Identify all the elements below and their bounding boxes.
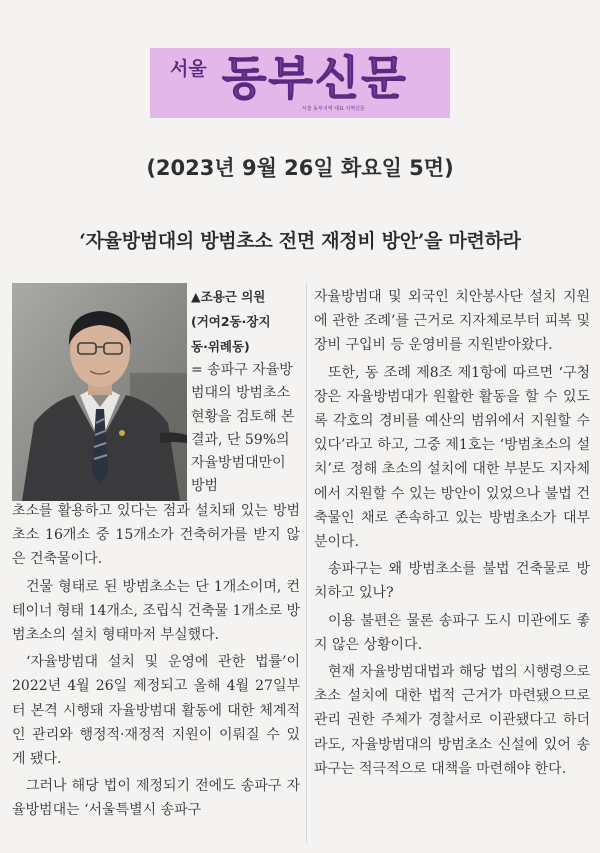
paragraph: 송파구는 왜 방범초소를 불법 건축물로 방치하고 있나?	[314, 561, 590, 602]
paragraph: 현재 자율방범대법과 해당 법의 시행령으로 초소 설치에 대한 법적 근거가 마련됐으므로 관리 권한 주체가 경찰서로 이관됐다고 하더라도, 자율방범대의 방범초소 신설에 있어 송파구는 적극적으로 대책을 마련해야 한다.	[314, 664, 590, 777]
column-divider	[306, 283, 307, 843]
paragraph: 초소를 활용하고 있다는 점과 설치돼 있는 방범초소 16개소 중 15개소가 건축허가를 받지 않은 건축물이다.	[12, 503, 300, 568]
masthead-region: 서울	[170, 58, 207, 80]
councilmember-photo	[12, 283, 187, 501]
article-column-right	[314, 285, 590, 784]
article-column-left	[12, 499, 300, 826]
paragraph: 자율방범대 및 외국인 치안봉사단 설치 지원에 관한 조례’를 근거로 지자체로부터 피복 및 장비 구입비 등 운영비를 지원받아왔다.	[314, 289, 590, 354]
paragraph: 또한, 동 조례 제8조 제1항에 따르면 ‘구청장은 자율방범대가 원활한 활동을 할 수 있도록 각호의 경비를 예산의 범위에서 지원할 수 있다’라고 하고, 그중 제1호는 ‘방범초소의 설치’로 정해 초소의 설치에 대한 부분도 지자체에서 지원할 수 있는 방안이 있었으나 불법 건축물인 채로 존속하고 있는 방범초소가 대부분이다.	[314, 364, 590, 551]
article-headline: ‘자율방범대의 방범초소 전면 재정비 방안’을 마련하라	[79, 230, 521, 252]
caption-name: ▲조용근 의원	[191, 289, 266, 304]
paragraph: 이용 불편은 물론 송파구 도시 미관에도 좋지 않은 상황이다.	[314, 612, 590, 653]
caption-district-2: 동·위례동)	[191, 339, 250, 354]
paragraph: 그러나 해당 법이 제정되기 전에도 송파구 자율방범대는 ‘서울특별시 송파구	[12, 778, 300, 819]
portrait-image	[12, 283, 187, 501]
masthead-tagline: 서울 동부지역 대표 지역신문	[302, 106, 365, 112]
masthead-title: 동부신문	[222, 51, 408, 105]
photo-caption	[191, 284, 299, 359]
article-lead: = 송파구 자율방범대의 방범초소 현황을 검토해 본 결과, 단 59%의 자율방범대만이 방범	[191, 362, 295, 495]
newspaper-masthead	[150, 48, 450, 118]
paragraph: 건물 형태로 된 방범초소는 단 1개소이며, 컨테이너 형태 14개소, 조립식 건축물 1개소로 방범초소의 설치 형태마저 부실했다.	[12, 578, 300, 644]
paragraph: ‘자율방범대 설치 및 운영에 관한 법률’이 2022년 4월 26일 제정되고 올해 4월 27일부터 본격 시행돼 자율방범대 활동에 대한 체계적인 관리와 행정적·재정적 지원이 이뤄질 수 있게 됐다.	[12, 654, 300, 768]
publication-dateline: (2023년 9월 26일 화요일 5면)	[146, 156, 454, 180]
caption-district-1: (거여2동·장지	[191, 314, 271, 329]
